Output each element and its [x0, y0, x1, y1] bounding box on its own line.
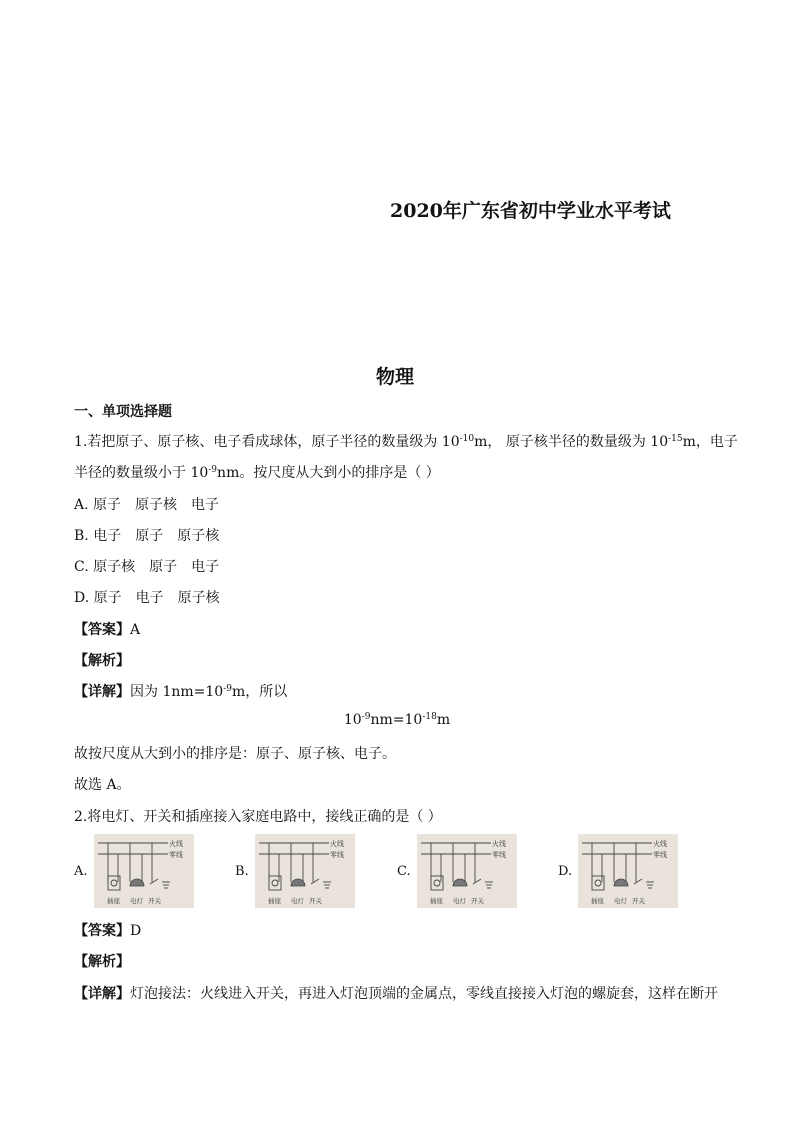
- q2-stem: 2.将电灯、开关和插座接入家庭电路中，接线正确的是（ ）: [74, 809, 442, 825]
- neutral-wire-label: 零线: [330, 851, 344, 859]
- live-wire-label: 火线: [169, 840, 183, 848]
- socket-hole: [595, 880, 601, 886]
- switch-shape: [150, 879, 158, 884]
- q1-option-a: A. 原子 原子核 电子: [74, 497, 220, 513]
- neutral-wire-label: 零线: [653, 851, 667, 859]
- q1-equation: $10^{-9}nm=10^{-18}m$: [343, 712, 451, 728]
- live-wire-label: 火线: [492, 840, 506, 848]
- lamp-label: 电灯: [453, 897, 466, 905]
- q2-circuit-b: [255, 834, 355, 908]
- socket-label: 插座: [430, 897, 443, 905]
- circuit-diagram: [417, 834, 517, 908]
- switch-shape: [311, 879, 319, 884]
- subject-title: 物理: [376, 366, 415, 388]
- socket-hole: [111, 880, 117, 886]
- q1-choose: 故选 A。: [74, 777, 131, 793]
- circuit-diagram: [578, 834, 678, 908]
- lamp-label: 电灯: [291, 897, 304, 905]
- q1-stem-line1: 1.若把原子、原子核、电子看成球体，原子半径的数量级为 $10^{-10}m$， 原子核半径的数量级为 $10^{-15}m$，电子: [74, 434, 738, 450]
- q1-option-c: C. 原子核 原子 电子: [74, 559, 220, 575]
- page-title: 2020年广东省初中学业水平考试: [390, 200, 671, 222]
- q2-answer: 【答案】D: [74, 923, 142, 939]
- circuit-diagram: [255, 834, 355, 908]
- lamp-label: 电灯: [614, 897, 627, 905]
- q2-option-b-label: B.: [235, 864, 249, 879]
- live-wire-label: 火线: [330, 840, 344, 848]
- q2-circuit-d: [578, 834, 678, 908]
- q1-stem-line2: 半径的数量级小于 $10^{-9}nm$。按尺度从大到小的排序是（ ）: [74, 465, 440, 481]
- q2-detail: 【详解】灯泡接法：火线进入开关，再进入灯泡顶端的金属点，零线直接接入灯泡的螺旋套，这样在断开: [74, 986, 718, 1002]
- q1-conclusion: 故按尺度从大到小的排序是：原子、原子核、电子。: [74, 746, 396, 762]
- socket-label: 插座: [107, 897, 120, 905]
- q1-number: 1.: [74, 434, 88, 450]
- socket-label: 插座: [268, 897, 281, 905]
- lamp-label: 电灯: [130, 897, 143, 905]
- switch-label: 开关: [632, 897, 645, 905]
- live-wire-label: 火线: [653, 840, 667, 848]
- switch-label: 开关: [309, 897, 322, 905]
- socket-hole: [272, 880, 278, 886]
- q1-option-d: D. 原子 电子 原子核: [74, 590, 220, 606]
- q1-answer: 【答案】A: [74, 622, 141, 638]
- q2-option-a-label: A.: [74, 864, 88, 879]
- q2-analysis-tag: 【解析】: [74, 954, 130, 970]
- neutral-wire-label: 零线: [169, 851, 183, 859]
- socket-hole: [434, 880, 440, 886]
- q2-option-c-label: C.: [397, 864, 411, 879]
- q1-analysis-tag: 【解析】: [74, 653, 130, 669]
- circuit-diagram: [94, 834, 194, 908]
- switch-shape: [634, 879, 642, 884]
- socket-label: 插座: [591, 897, 604, 905]
- q2-circuit-c: [417, 834, 517, 908]
- q1-detail: 【详解】因为 $1nm=10^{-9}m$，所以: [74, 684, 288, 700]
- q2-circuit-a: [94, 834, 194, 908]
- q1-option-b: B. 电子 原子 原子核: [74, 528, 220, 544]
- section-heading: 一、单项选择题: [74, 404, 172, 420]
- neutral-wire-label: 零线: [492, 851, 506, 859]
- switch-shape: [473, 879, 481, 884]
- switch-label: 开关: [148, 897, 161, 905]
- q2-option-d-label: D.: [558, 864, 573, 879]
- switch-label: 开关: [471, 897, 484, 905]
